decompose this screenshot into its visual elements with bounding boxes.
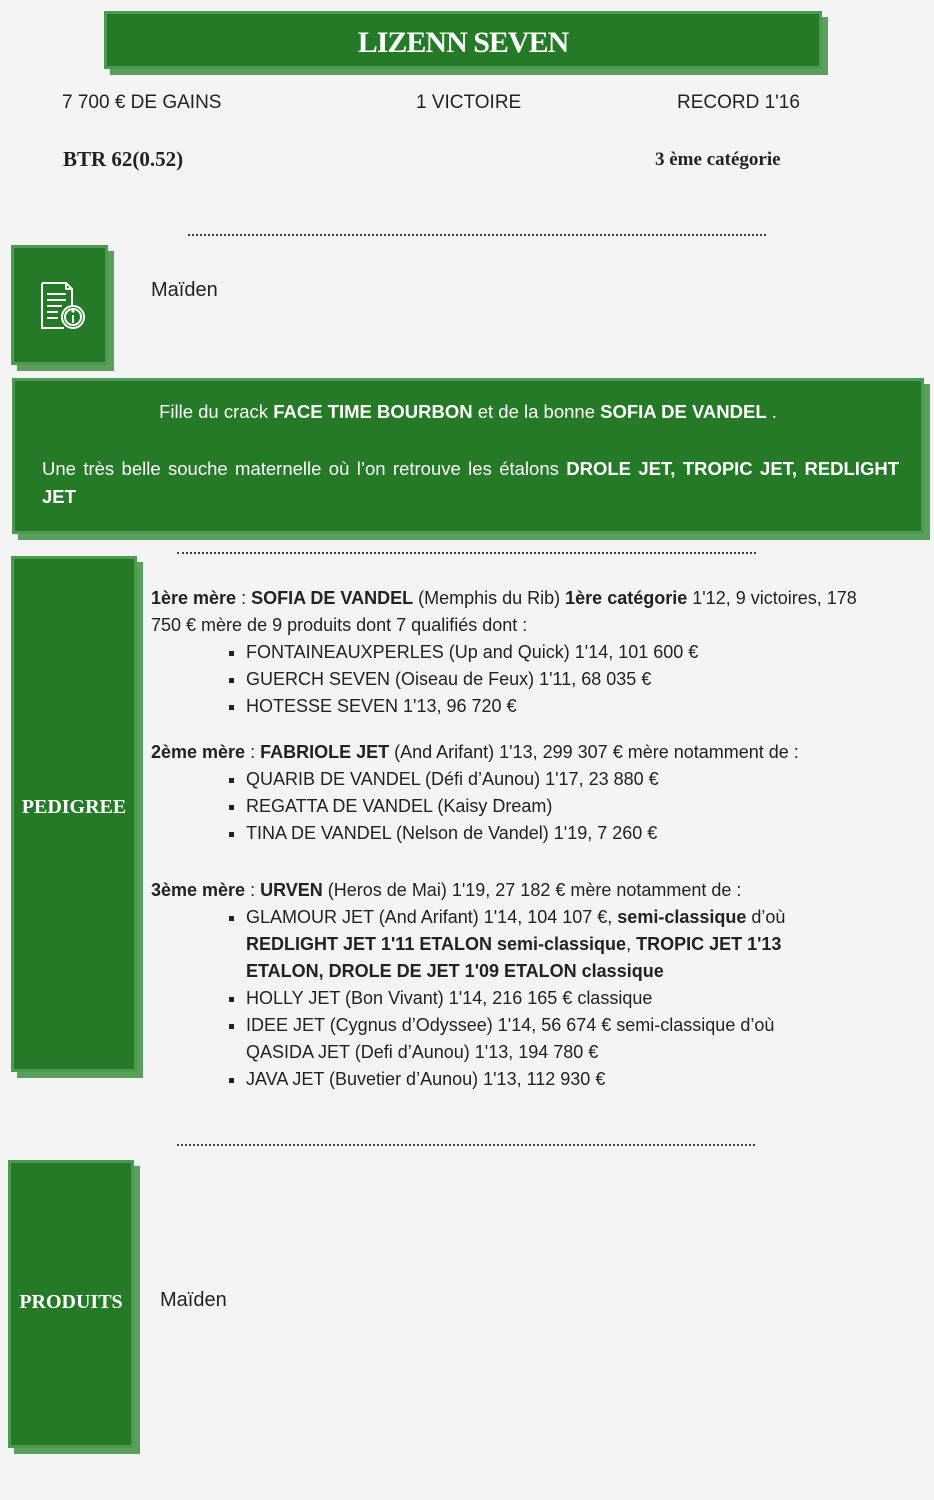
sep: : — [245, 880, 261, 900]
intro-line-1 — [15, 401, 921, 423]
status-text: Maïden — [151, 279, 218, 301]
gains-stat: 7 700 € DE GAINS — [62, 92, 222, 113]
item-bold: TROPIC JET 1'13 ETALON, DROLE DE JET 1'09 ETALON classique — [246, 934, 782, 981]
list-item: ▪ IDEE JET (Cygnus d’Odyssee) 1'14, 56 674 € semi-classique d’où QASIDA JET (Defi d’Aunou) 1'13, 194 780 € — [246, 1012, 811, 1066]
intro-text: et de la bonne — [472, 401, 601, 422]
item-text: GLAMOUR JET (And Arifant) 1'14, 104 107 €, — [246, 907, 618, 927]
second-dam-offspring — [151, 766, 891, 847]
pedigree-label: PEDIGREE — [21, 796, 127, 818]
btr-stat: BTR 62(0.52) — [63, 147, 184, 171]
separator — [177, 1144, 755, 1146]
produits-value: Maïden — [160, 1289, 227, 1311]
item-text: , — [626, 934, 637, 954]
list-item: ▪ GUERCH SEVEN (Oiseau de Feux) 1'11, 68 035 € — [246, 666, 891, 693]
dam-title: 3ème mère — [151, 880, 246, 900]
third-dam-offspring — [151, 904, 891, 1093]
dam-name: SOFIA DE VANDEL — [600, 401, 767, 422]
pedigree-box — [11, 556, 137, 1072]
sire-name: FACE TIME BOURBON — [273, 401, 473, 422]
intro-text: . — [766, 401, 777, 422]
list-item: ▪ FONTAINEAUXPERLES (Up and Quick) 1'14, 101 600 € — [246, 639, 891, 666]
intro-text: Une très belle souche maternelle où l’on retrouve les étalons — [42, 458, 567, 479]
item-text: d’où — [746, 907, 786, 927]
dam-title: 2ème mère — [151, 742, 246, 762]
intro-line-2 — [42, 455, 899, 511]
first-dam — [151, 585, 891, 639]
record-stat: RECORD 1'16 — [677, 92, 800, 113]
victoires-stat: 1 VICTOIRE — [416, 92, 522, 113]
list-item: ▪ HOTESSE SEVEN 1'13, 96 720 € — [246, 693, 891, 720]
pedigree-content — [151, 585, 891, 1093]
list-item: ▪ QUARIB DE VANDEL (Défi d’Aunou) 1'17, 23 880 € — [246, 766, 891, 793]
third-dam — [151, 877, 891, 904]
document-info-icon — [36, 280, 88, 332]
dam-desc: (Heros de Mai) 1'19, 27 182 € mère notamment de : — [322, 880, 742, 900]
intro-text: Fille du crack — [159, 401, 274, 422]
dam-sire: (Memphis du Rib) — [413, 588, 566, 608]
separator — [177, 552, 756, 554]
horse-name: LIZENN SEVEN — [357, 26, 569, 59]
dam-name: URVEN — [260, 880, 323, 900]
second-dam — [151, 739, 891, 766]
item-bold: REDLIGHT JET 1'11 ETALON semi-classique — [246, 934, 627, 954]
categorie-stat: 3 ème catégorie — [655, 149, 781, 170]
sep: : — [236, 588, 252, 608]
dam-title: 1ère mère — [151, 588, 237, 608]
title-banner — [104, 11, 822, 69]
produits-label: PRODUITS — [19, 1291, 123, 1313]
dam-name: SOFIA DE VANDEL — [251, 588, 414, 608]
list-item: ▪ JAVA JET (Buvetier d’Aunou) 1'13, 112 930 € — [246, 1066, 811, 1093]
item-bold: semi-classique — [617, 907, 747, 927]
list-item: ▪ HOLLY JET (Bon Vivant) 1'14, 216 165 € classique — [246, 985, 811, 1012]
dam-category: 1ère catégorie — [565, 588, 688, 608]
dam-name: FABRIOLE JET — [260, 742, 390, 762]
separator — [188, 234, 766, 236]
list-item — [246, 904, 811, 985]
produits-box — [8, 1160, 134, 1448]
dam-desc: (And Arifant) 1'13, 299 307 € mère notamment de : — [389, 742, 799, 762]
dam-desc: 1'12, 9 victoires, 178 750 € mère de 9 produits dont 7 qualifiés dont : — [151, 588, 857, 635]
first-dam-offspring — [151, 639, 891, 720]
stallion-names: DROLE JET, TROPIC JET, REDLIGHT JET — [42, 458, 899, 507]
sep: : — [245, 742, 261, 762]
list-item: ▪ TINA DE VANDEL (Nelson de Vandel) 1'19, 7 260 € — [246, 820, 891, 847]
list-item: ▪ REGATTA DE VANDEL (Kaisy Dream) — [246, 793, 891, 820]
intro-box — [12, 378, 924, 534]
info-box — [11, 245, 108, 365]
